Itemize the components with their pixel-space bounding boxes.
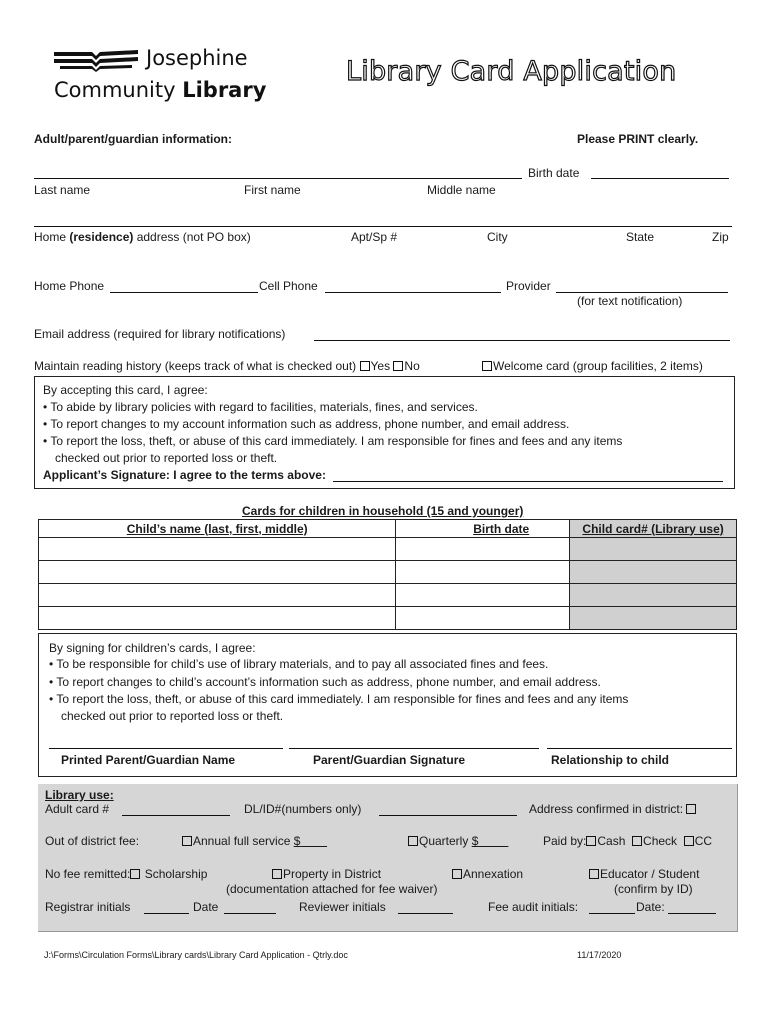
child-birth-cell[interactable] bbox=[396, 607, 570, 630]
open-book-logo-icon bbox=[52, 46, 142, 72]
no-label: No bbox=[404, 359, 420, 373]
child-name-header: Child’s name (last, first, middle) bbox=[39, 520, 396, 538]
logo-line-1: Josephine bbox=[146, 46, 248, 70]
agreement-item: • To report the loss, theft, or abuse of this card immediately. I am responsible for fines and fees and any items bbox=[43, 434, 623, 448]
yes-checkbox[interactable] bbox=[360, 361, 370, 371]
home-address-pre: Home bbox=[34, 230, 70, 244]
provider-field[interactable] bbox=[556, 292, 728, 293]
children-section-title: Cards for children in household (15 and younger) bbox=[242, 504, 524, 518]
agreement-item-text: To report the loss, theft, or abuse of this card immediately. I am responsible for fines and fees and any items bbox=[50, 434, 623, 448]
adult-card-field[interactable] bbox=[122, 815, 230, 816]
child-birth-cell[interactable] bbox=[396, 584, 570, 607]
educator-checkbox[interactable] bbox=[589, 869, 599, 879]
date-label-1: Date bbox=[193, 900, 219, 914]
address-confirmed-label bbox=[529, 802, 697, 816]
registrar-initials-field[interactable] bbox=[144, 913, 189, 914]
cc-checkbox[interactable] bbox=[684, 836, 694, 846]
guardian-signature-field[interactable] bbox=[289, 748, 539, 749]
reviewer-initials-label: Reviewer initials bbox=[299, 900, 386, 914]
child-card-cell bbox=[570, 561, 737, 584]
paid-by-row bbox=[543, 834, 712, 848]
agreement-box bbox=[34, 376, 735, 489]
home-phone-label: Home Phone bbox=[34, 279, 105, 293]
annexation-checkbox[interactable] bbox=[452, 869, 462, 879]
logo-library: Library bbox=[182, 78, 267, 102]
cell-phone-field[interactable] bbox=[325, 292, 501, 293]
reading-history-row bbox=[34, 359, 420, 373]
relationship-field[interactable] bbox=[547, 748, 732, 749]
child-birth-cell[interactable] bbox=[396, 538, 570, 561]
dl-id-label: DL/ID#(numbers only) bbox=[244, 802, 362, 816]
documentation-note: (documentation attached for fee waiver) bbox=[226, 882, 438, 896]
page-title: Library Card Application bbox=[346, 56, 677, 87]
children-agreement-intro: By signing for children’s cards, I agree: bbox=[49, 641, 256, 655]
table-row bbox=[39, 538, 737, 561]
child-card-cell bbox=[570, 538, 737, 561]
agreement-intro: By accepting this card, I agree: bbox=[43, 383, 208, 397]
educator-label: Educator / Student bbox=[600, 867, 700, 881]
annual-checkbox[interactable] bbox=[182, 836, 192, 846]
children-table bbox=[38, 519, 737, 630]
children-agreement-item: • To report the loss, theft, or abuse of this card immediately. I am responsible for fines and fees and any items bbox=[49, 692, 629, 706]
home-address-post: address (not PO box) bbox=[133, 230, 251, 244]
cash-checkbox[interactable] bbox=[586, 836, 596, 846]
address-confirmed-checkbox[interactable] bbox=[686, 804, 696, 814]
birth-date-field[interactable] bbox=[591, 178, 729, 179]
date-field-2[interactable] bbox=[668, 913, 716, 914]
applicant-signature-label: Applicant’s Signature: I agree to the terms above: bbox=[43, 468, 326, 482]
table-row bbox=[39, 607, 737, 630]
reviewer-initials-field[interactable] bbox=[398, 913, 453, 914]
print-clearly-note: Please PRINT clearly. bbox=[577, 132, 699, 146]
dl-id-field[interactable] bbox=[379, 815, 517, 816]
ood-fee-label: Out of district fee: bbox=[45, 834, 140, 848]
cell-phone-label: Cell Phone bbox=[259, 279, 318, 293]
children-agreement-item-text: To report changes to child’s account’s information such as address, phone number, and email address. bbox=[56, 675, 601, 689]
address-confirmed-text: Address confirmed in district: bbox=[529, 802, 684, 816]
date-label-2: Date: bbox=[636, 900, 665, 914]
text-notification-note: (for text notification) bbox=[577, 294, 683, 308]
children-agreement-item-text: To be responsible for child’s use of library materials, and to pay all associated fines and fees. bbox=[56, 657, 549, 671]
annual-option bbox=[182, 834, 327, 848]
middle-name-label: Middle name bbox=[427, 183, 496, 197]
fee-audit-label: Fee audit initials: bbox=[488, 900, 579, 914]
home-address-label bbox=[34, 230, 251, 244]
children-agreement-box bbox=[38, 633, 737, 777]
zip-label: Zip bbox=[712, 230, 729, 244]
provider-label: Provider bbox=[506, 279, 551, 293]
cash-label: Cash bbox=[597, 834, 626, 848]
annexation-option bbox=[452, 867, 523, 881]
fee-audit-field[interactable] bbox=[589, 913, 635, 914]
first-name-label: First name bbox=[244, 183, 301, 197]
last-name-label: Last name bbox=[34, 183, 91, 197]
section-adult-heading: Adult/parent/guardian information: bbox=[34, 132, 232, 146]
scholarship-label: Scholarship bbox=[141, 867, 208, 881]
guardian-signature-label: Parent/Guardian Signature bbox=[313, 753, 466, 767]
child-card-header: Child card# (Library use) bbox=[570, 520, 737, 538]
no-checkbox[interactable] bbox=[393, 361, 403, 371]
cc-label: CC bbox=[694, 834, 713, 848]
agreement-item-text: To abide by library policies with regard to facilities, materials, fines, and services. bbox=[50, 400, 478, 414]
city-label: City bbox=[487, 230, 508, 244]
agreement-item: • To abide by library policies with regard to facilities, materials, fines, and services. bbox=[43, 400, 478, 414]
paid-by-label: Paid by: bbox=[543, 834, 587, 848]
welcome-card-option bbox=[482, 359, 703, 373]
registrar-initials-label: Registrar initials bbox=[45, 900, 131, 914]
adult-card-label: Adult card # bbox=[45, 802, 110, 816]
quarterly-amount: $ bbox=[471, 834, 479, 848]
library-logo bbox=[52, 44, 277, 110]
footer-file-path: J:\Forms\Circulation Forms\Library cards\Library Card Application - Qtrly.doc bbox=[44, 950, 348, 960]
logo-line-2 bbox=[54, 78, 266, 102]
welcome-card-label: Welcome card (group facilities, 2 items) bbox=[493, 359, 703, 373]
educator-option bbox=[589, 867, 699, 881]
library-use-heading: Library use: bbox=[45, 788, 114, 802]
agreement-item-continued: checked out prior to reported loss or theft. bbox=[55, 451, 278, 465]
annual-label: Annual full service bbox=[193, 834, 294, 848]
reading-history-label: Maintain reading history (keeps track of what is checked out) bbox=[34, 359, 357, 373]
state-label: State bbox=[626, 230, 655, 244]
no-fee-row bbox=[45, 867, 207, 881]
logo-community: Community bbox=[54, 78, 183, 102]
annexation-label: Annexation bbox=[463, 867, 524, 881]
table-row bbox=[39, 584, 737, 607]
child-name-cell[interactable] bbox=[39, 561, 396, 584]
welcome-card-checkbox[interactable] bbox=[482, 361, 492, 371]
property-option bbox=[272, 867, 381, 881]
child-card-cell bbox=[570, 607, 737, 630]
child-name-cell[interactable] bbox=[39, 584, 396, 607]
email-field[interactable] bbox=[314, 340, 730, 341]
yes-label: Yes bbox=[370, 359, 391, 373]
agreement-item-text: To report changes to my account information such as address, phone number, and email address. bbox=[50, 417, 570, 431]
birth-date-label: Birth date bbox=[528, 166, 580, 180]
relationship-label: Relationship to child bbox=[551, 753, 670, 767]
footer-date: 11/17/2020 bbox=[577, 950, 622, 960]
table-row bbox=[39, 561, 737, 584]
date-field-1[interactable] bbox=[224, 913, 276, 914]
children-agreement-item: • To report changes to child’s account’s information such as address, phone number, and email address. bbox=[49, 675, 601, 689]
property-checkbox[interactable] bbox=[272, 869, 282, 879]
property-label: Property in District bbox=[283, 867, 382, 881]
child-name-cell[interactable] bbox=[39, 607, 396, 630]
quarterly-option bbox=[408, 834, 508, 848]
apt-label: Apt/Sp # bbox=[351, 230, 398, 244]
scholarship-checkbox[interactable] bbox=[130, 869, 140, 879]
printed-name-field[interactable] bbox=[49, 748, 283, 749]
check-label: Check bbox=[643, 834, 678, 848]
check-checkbox[interactable] bbox=[632, 836, 642, 846]
address-field[interactable] bbox=[34, 226, 732, 227]
annual-amount: $ bbox=[293, 834, 301, 848]
name-field[interactable] bbox=[34, 178, 522, 179]
no-fee-label: No fee remitted: bbox=[45, 867, 131, 881]
residence-emphasis: (residence) bbox=[69, 230, 134, 244]
child-birth-cell[interactable] bbox=[396, 561, 570, 584]
email-label: Email address (required for library notifications) bbox=[34, 327, 286, 341]
table-header-row bbox=[39, 520, 737, 538]
birth-date-header: Birth date bbox=[396, 520, 570, 538]
confirm-id-note: (confirm by ID) bbox=[614, 882, 693, 896]
applicant-signature-field[interactable] bbox=[333, 481, 723, 482]
children-agreement-item-text: To report the loss, theft, or abuse of this card immediately. I am responsible for fines and fees and any items bbox=[56, 692, 629, 706]
quarterly-checkbox[interactable] bbox=[408, 836, 418, 846]
child-card-cell bbox=[570, 584, 737, 607]
children-agreement-item-continued: checked out prior to reported loss or theft. bbox=[61, 709, 284, 723]
home-phone-field[interactable] bbox=[110, 292, 258, 293]
library-use-section bbox=[38, 784, 738, 932]
printed-name-label: Printed Parent/Guardian Name bbox=[61, 753, 236, 767]
agreement-item: • To report changes to my account information such as address, phone number, and email address. bbox=[43, 417, 570, 431]
child-name-cell[interactable] bbox=[39, 538, 396, 561]
children-agreement-item: • To be responsible for child’s use of library materials, and to pay all associated fines and fees. bbox=[49, 657, 549, 671]
quarterly-label: Quarterly bbox=[419, 834, 472, 848]
